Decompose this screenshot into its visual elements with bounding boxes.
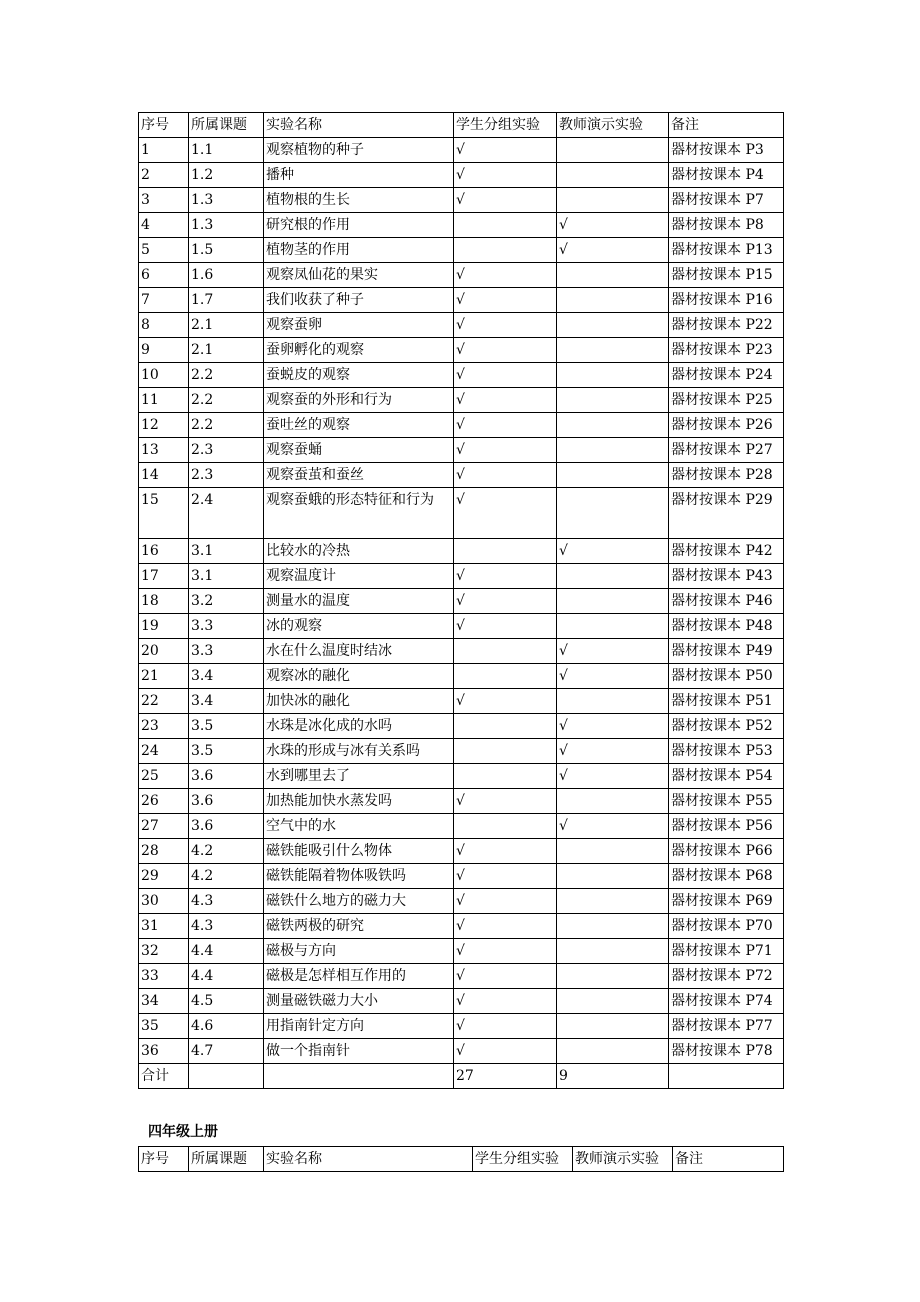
table-cell: 24 [139, 739, 189, 764]
table-cell: √ [557, 764, 669, 789]
table-cell: 器材按课本 P54 [669, 764, 784, 789]
table-cell: 31 [139, 914, 189, 939]
table-cell: 器材按课本 P77 [669, 1014, 784, 1039]
table-cell: 磁铁什么地方的磁力大 [264, 889, 454, 914]
table-cell: 18 [139, 589, 189, 614]
table-cell: 教师演示实验 [557, 113, 669, 138]
table-cell: 器材按课本 P26 [669, 413, 784, 438]
table-cell: √ [454, 564, 557, 589]
table-cell: 30 [139, 889, 189, 914]
table-cell: 2.2 [189, 413, 264, 438]
table-cell: 15 [139, 488, 189, 539]
table-cell: 器材按课本 P25 [669, 388, 784, 413]
table-cell: √ [557, 213, 669, 238]
table-cell: 32 [139, 939, 189, 964]
table-cell: 器材按课本 P70 [669, 914, 784, 939]
table-cell: 备注 [669, 113, 784, 138]
table-cell: 器材按课本 P42 [669, 539, 784, 564]
table-row [139, 889, 784, 914]
table-cell: 7 [139, 288, 189, 313]
table-cell: 器材按课本 P13 [669, 238, 784, 263]
table-cell: √ [557, 539, 669, 564]
table-cell: 磁极与方向 [264, 939, 454, 964]
table-cell [454, 238, 557, 263]
table-cell: 观察蚕的外形和行为 [264, 388, 454, 413]
table-cell [557, 689, 669, 714]
table-row [139, 188, 784, 213]
table-cell: 3.2 [189, 589, 264, 614]
table-cell: 学生分组实验 [473, 1147, 573, 1172]
table-cell: 观察蚕蛹 [264, 438, 454, 463]
section-title: 四年级上册 [148, 1124, 218, 1140]
table-cell [557, 313, 669, 338]
table-cell [557, 614, 669, 639]
table-cell [557, 564, 669, 589]
experiment-table-grade4 [138, 1146, 784, 1172]
table-cell [557, 263, 669, 288]
table-cell: 空气中的水 [264, 814, 454, 839]
table-row [139, 413, 784, 438]
table-cell: 9 [139, 338, 189, 363]
table-cell: 冰的观察 [264, 614, 454, 639]
table-cell: 26 [139, 789, 189, 814]
table-row [139, 338, 784, 363]
table-cell [557, 163, 669, 188]
table-row [139, 739, 784, 764]
table-row [139, 463, 784, 488]
table-cell: √ [454, 163, 557, 188]
table-cell [557, 839, 669, 864]
table-cell: 4.4 [189, 939, 264, 964]
table-cell: 序号 [139, 113, 189, 138]
table-cell: √ [454, 1039, 557, 1064]
table-cell [557, 488, 669, 539]
table-cell: 4 [139, 213, 189, 238]
table-row [139, 238, 784, 263]
table-cell: 3.4 [189, 664, 264, 689]
table-cell: 1.6 [189, 263, 264, 288]
table-cell: 磁极是怎样相互作用的 [264, 964, 454, 989]
table-cell: 所属课题 [189, 113, 264, 138]
table-cell: √ [454, 789, 557, 814]
table-cell: 备注 [673, 1147, 784, 1172]
table-row [139, 263, 784, 288]
table-cell: 27 [139, 814, 189, 839]
table-cell: 观察蚕茧和蚕丝 [264, 463, 454, 488]
table-cell: 4.3 [189, 914, 264, 939]
table-cell: 观察植物的种子 [264, 138, 454, 163]
table-cell: 器材按课本 P43 [669, 564, 784, 589]
table-row [139, 864, 784, 889]
table-cell: 观察蚕卵 [264, 313, 454, 338]
table-cell [557, 188, 669, 213]
table-cell: 3.1 [189, 564, 264, 589]
table-cell: 2.3 [189, 463, 264, 488]
table-cell: √ [454, 614, 557, 639]
table-cell: √ [454, 463, 557, 488]
table-cell: √ [454, 939, 557, 964]
table-total-row [139, 1064, 784, 1089]
table-cell: 19 [139, 614, 189, 639]
table-cell [557, 138, 669, 163]
table-cell [454, 213, 557, 238]
table-row [139, 839, 784, 864]
table-row [139, 163, 784, 188]
table-cell: √ [557, 639, 669, 664]
table-cell: 28 [139, 839, 189, 864]
table-cell: 器材按课本 P8 [669, 213, 784, 238]
table-cell: 器材按课本 P51 [669, 689, 784, 714]
table-cell: 植物茎的作用 [264, 238, 454, 263]
table-cell: 器材按课本 P48 [669, 614, 784, 639]
table-header-row [139, 113, 784, 138]
table-cell: √ [454, 338, 557, 363]
table-row [139, 639, 784, 664]
table-cell: 器材按课本 P16 [669, 288, 784, 313]
table-cell: 加快冰的融化 [264, 689, 454, 714]
table-cell: 我们收获了种子 [264, 288, 454, 313]
table-cell [557, 288, 669, 313]
table-cell [189, 1064, 264, 1089]
table-row [139, 764, 784, 789]
table-cell: 磁铁能隔着物体吸铁吗 [264, 864, 454, 889]
table-cell: √ [557, 238, 669, 263]
table-cell: 4.4 [189, 964, 264, 989]
table-cell: 磁铁能吸引什么物体 [264, 839, 454, 864]
table-cell: 1.3 [189, 188, 264, 213]
table-cell: 3.3 [189, 614, 264, 639]
table-row [139, 789, 784, 814]
table-cell: √ [454, 964, 557, 989]
table-cell: 1.7 [189, 288, 264, 313]
table-cell: 器材按课本 P74 [669, 989, 784, 1014]
table-cell: 13 [139, 438, 189, 463]
table-cell: 器材按课本 P68 [669, 864, 784, 889]
table-cell: 器材按课本 P50 [669, 664, 784, 689]
table-cell: 器材按课本 P55 [669, 789, 784, 814]
table-cell: 3 [139, 188, 189, 213]
table-cell: √ [454, 989, 557, 1014]
table-cell [557, 889, 669, 914]
table-cell: 测量磁铁磁力大小 [264, 989, 454, 1014]
table-cell: 合计 [139, 1064, 189, 1089]
table-cell: 器材按课本 P49 [669, 639, 784, 664]
table-cell: √ [557, 739, 669, 764]
table-cell: 器材按课本 P72 [669, 964, 784, 989]
table-header-row [139, 1147, 784, 1172]
table-cell: 3.6 [189, 814, 264, 839]
table-cell: 16 [139, 539, 189, 564]
table-cell [557, 1014, 669, 1039]
table-cell: √ [454, 413, 557, 438]
table-row [139, 989, 784, 1014]
table-cell: √ [454, 263, 557, 288]
table-cell: 观察凤仙花的果实 [264, 263, 454, 288]
table-cell: 14 [139, 463, 189, 488]
table-cell: 4.7 [189, 1039, 264, 1064]
table-cell: 水到哪里去了 [264, 764, 454, 789]
table-row [139, 664, 784, 689]
table-cell [557, 789, 669, 814]
table-cell: 加热能加快水蒸发吗 [264, 789, 454, 814]
table-row [139, 213, 784, 238]
table-cell: 2.3 [189, 438, 264, 463]
table-cell: 教师演示实验 [573, 1147, 673, 1172]
table-cell: 水珠的形成与冰有关系吗 [264, 739, 454, 764]
table-cell: 3.1 [189, 539, 264, 564]
table-cell: √ [454, 288, 557, 313]
table-cell: 观察温度计 [264, 564, 454, 589]
table-cell: 4.2 [189, 864, 264, 889]
table-cell: 4.2 [189, 839, 264, 864]
table-cell [557, 463, 669, 488]
table-cell: 2.2 [189, 388, 264, 413]
table-row [139, 689, 784, 714]
table-cell: 27 [454, 1064, 557, 1089]
table-cell: 序号 [139, 1147, 189, 1172]
table-cell [557, 939, 669, 964]
table-cell: 3.5 [189, 739, 264, 764]
table-cell: 6 [139, 263, 189, 288]
table-cell: 器材按课本 P46 [669, 589, 784, 614]
table-cell: 观察蚕蛾的形态特征和行为 [264, 488, 454, 539]
table-cell: 蚕吐丝的观察 [264, 413, 454, 438]
table-row [139, 313, 784, 338]
table-cell: 3.5 [189, 714, 264, 739]
table-cell [557, 413, 669, 438]
table-cell: 器材按课本 P29 [669, 488, 784, 539]
table-cell: 3.4 [189, 689, 264, 714]
table-cell: 3.6 [189, 764, 264, 789]
table-cell: 器材按课本 P28 [669, 463, 784, 488]
table-cell: √ [454, 438, 557, 463]
table-cell: 1.1 [189, 138, 264, 163]
table-cell: 1.3 [189, 213, 264, 238]
table-cell: 12 [139, 413, 189, 438]
table-cell: 比较水的冷热 [264, 539, 454, 564]
table-row [139, 388, 784, 413]
table-cell: 做一个指南针 [264, 1039, 454, 1064]
table-cell [557, 338, 669, 363]
table-cell: 11 [139, 388, 189, 413]
table-cell: √ [454, 1014, 557, 1039]
table-cell [557, 989, 669, 1014]
table-cell [557, 589, 669, 614]
table-cell: √ [557, 664, 669, 689]
table-cell: 器材按课本 P66 [669, 839, 784, 864]
table-cell: 所属课题 [189, 1147, 264, 1172]
table-cell: √ [454, 488, 557, 539]
experiment-table-grade3 [138, 112, 784, 1089]
table-row [139, 814, 784, 839]
table-cell: √ [454, 914, 557, 939]
table-cell [557, 363, 669, 388]
table-cell: 2.1 [189, 313, 264, 338]
table-cell: √ [454, 864, 557, 889]
table-cell: √ [454, 889, 557, 914]
table-cell: 磁铁两极的研究 [264, 914, 454, 939]
table-cell: 1.5 [189, 238, 264, 263]
table-cell: 器材按课本 P71 [669, 939, 784, 964]
table-cell: 4.5 [189, 989, 264, 1014]
table-cell [454, 639, 557, 664]
table-cell: 器材按课本 P7 [669, 188, 784, 213]
table-row [139, 363, 784, 388]
table-cell [669, 1064, 784, 1089]
table-cell [454, 664, 557, 689]
table-cell: √ [557, 814, 669, 839]
table-row [139, 614, 784, 639]
table-cell: 器材按课本 P24 [669, 363, 784, 388]
table-cell: 学生分组实验 [454, 113, 557, 138]
table-row [139, 1039, 784, 1064]
table-cell: 器材按课本 P52 [669, 714, 784, 739]
table-cell: √ [454, 839, 557, 864]
table-cell [557, 964, 669, 989]
table-cell [454, 539, 557, 564]
table-cell: 实验名称 [264, 1147, 473, 1172]
table-cell: √ [454, 313, 557, 338]
table-cell: √ [454, 689, 557, 714]
table-cell: 播种 [264, 163, 454, 188]
table-cell: 2.4 [189, 488, 264, 539]
table-row [139, 939, 784, 964]
table-cell: 34 [139, 989, 189, 1014]
table-cell: 器材按课本 P22 [669, 313, 784, 338]
table-cell: 36 [139, 1039, 189, 1064]
table-cell: 蚕蜕皮的观察 [264, 363, 454, 388]
table-cell: 23 [139, 714, 189, 739]
table-cell [557, 438, 669, 463]
table-cell: 3.6 [189, 789, 264, 814]
table-cell: 器材按课本 P69 [669, 889, 784, 914]
table-cell: 9 [557, 1064, 669, 1089]
table-cell: √ [454, 388, 557, 413]
table-cell: 8 [139, 313, 189, 338]
table-cell: 器材按课本 P3 [669, 138, 784, 163]
table-cell: 水珠是冰化成的水吗 [264, 714, 454, 739]
table-cell: 器材按课本 P53 [669, 739, 784, 764]
table-cell: 器材按课本 P23 [669, 338, 784, 363]
table-row [139, 589, 784, 614]
table-cell: 25 [139, 764, 189, 789]
table-cell [557, 914, 669, 939]
table-row [139, 714, 784, 739]
table-cell: 2 [139, 163, 189, 188]
table-row [139, 138, 784, 163]
table-cell: 1.2 [189, 163, 264, 188]
table-cell [557, 1039, 669, 1064]
table-cell: 21 [139, 664, 189, 689]
table-cell: 器材按课本 P56 [669, 814, 784, 839]
table-cell [557, 864, 669, 889]
table-cell: 器材按课本 P4 [669, 163, 784, 188]
table-row [139, 488, 784, 539]
table-cell: 33 [139, 964, 189, 989]
table-row [139, 288, 784, 313]
table-cell [557, 388, 669, 413]
table-cell: 1 [139, 138, 189, 163]
table-row [139, 964, 784, 989]
table-cell [454, 814, 557, 839]
table-cell [454, 764, 557, 789]
table-cell: √ [454, 589, 557, 614]
table-cell: 研究根的作用 [264, 213, 454, 238]
table-cell: 4.3 [189, 889, 264, 914]
table-cell: √ [454, 188, 557, 213]
table-cell: 35 [139, 1014, 189, 1039]
table-row [139, 914, 784, 939]
table-cell [454, 714, 557, 739]
table-cell: 测量水的温度 [264, 589, 454, 614]
table-cell: √ [454, 138, 557, 163]
table-cell: 器材按课本 P15 [669, 263, 784, 288]
table-cell: 5 [139, 238, 189, 263]
table-cell: 用指南针定方向 [264, 1014, 454, 1039]
table-cell: 2.1 [189, 338, 264, 363]
table-cell [264, 1064, 454, 1089]
table-cell: 3.3 [189, 639, 264, 664]
table-cell: 蚕卵孵化的观察 [264, 338, 454, 363]
table-cell: 器材按课本 P78 [669, 1039, 784, 1064]
table-cell: 29 [139, 864, 189, 889]
table-cell: 植物根的生长 [264, 188, 454, 213]
table-cell: 22 [139, 689, 189, 714]
table-cell: 水在什么温度时结冰 [264, 639, 454, 664]
table-cell: 器材按课本 P27 [669, 438, 784, 463]
table-cell: 2.2 [189, 363, 264, 388]
table-cell: √ [557, 714, 669, 739]
table-row [139, 1014, 784, 1039]
table-cell: 20 [139, 639, 189, 664]
table-cell [454, 739, 557, 764]
table-cell: 10 [139, 363, 189, 388]
table-row [139, 539, 784, 564]
table-cell: 17 [139, 564, 189, 589]
table-cell: 观察冰的融化 [264, 664, 454, 689]
table-cell: √ [454, 363, 557, 388]
table-cell: 实验名称 [264, 113, 454, 138]
table-row [139, 564, 784, 589]
table-cell: 4.6 [189, 1014, 264, 1039]
table-row [139, 438, 784, 463]
